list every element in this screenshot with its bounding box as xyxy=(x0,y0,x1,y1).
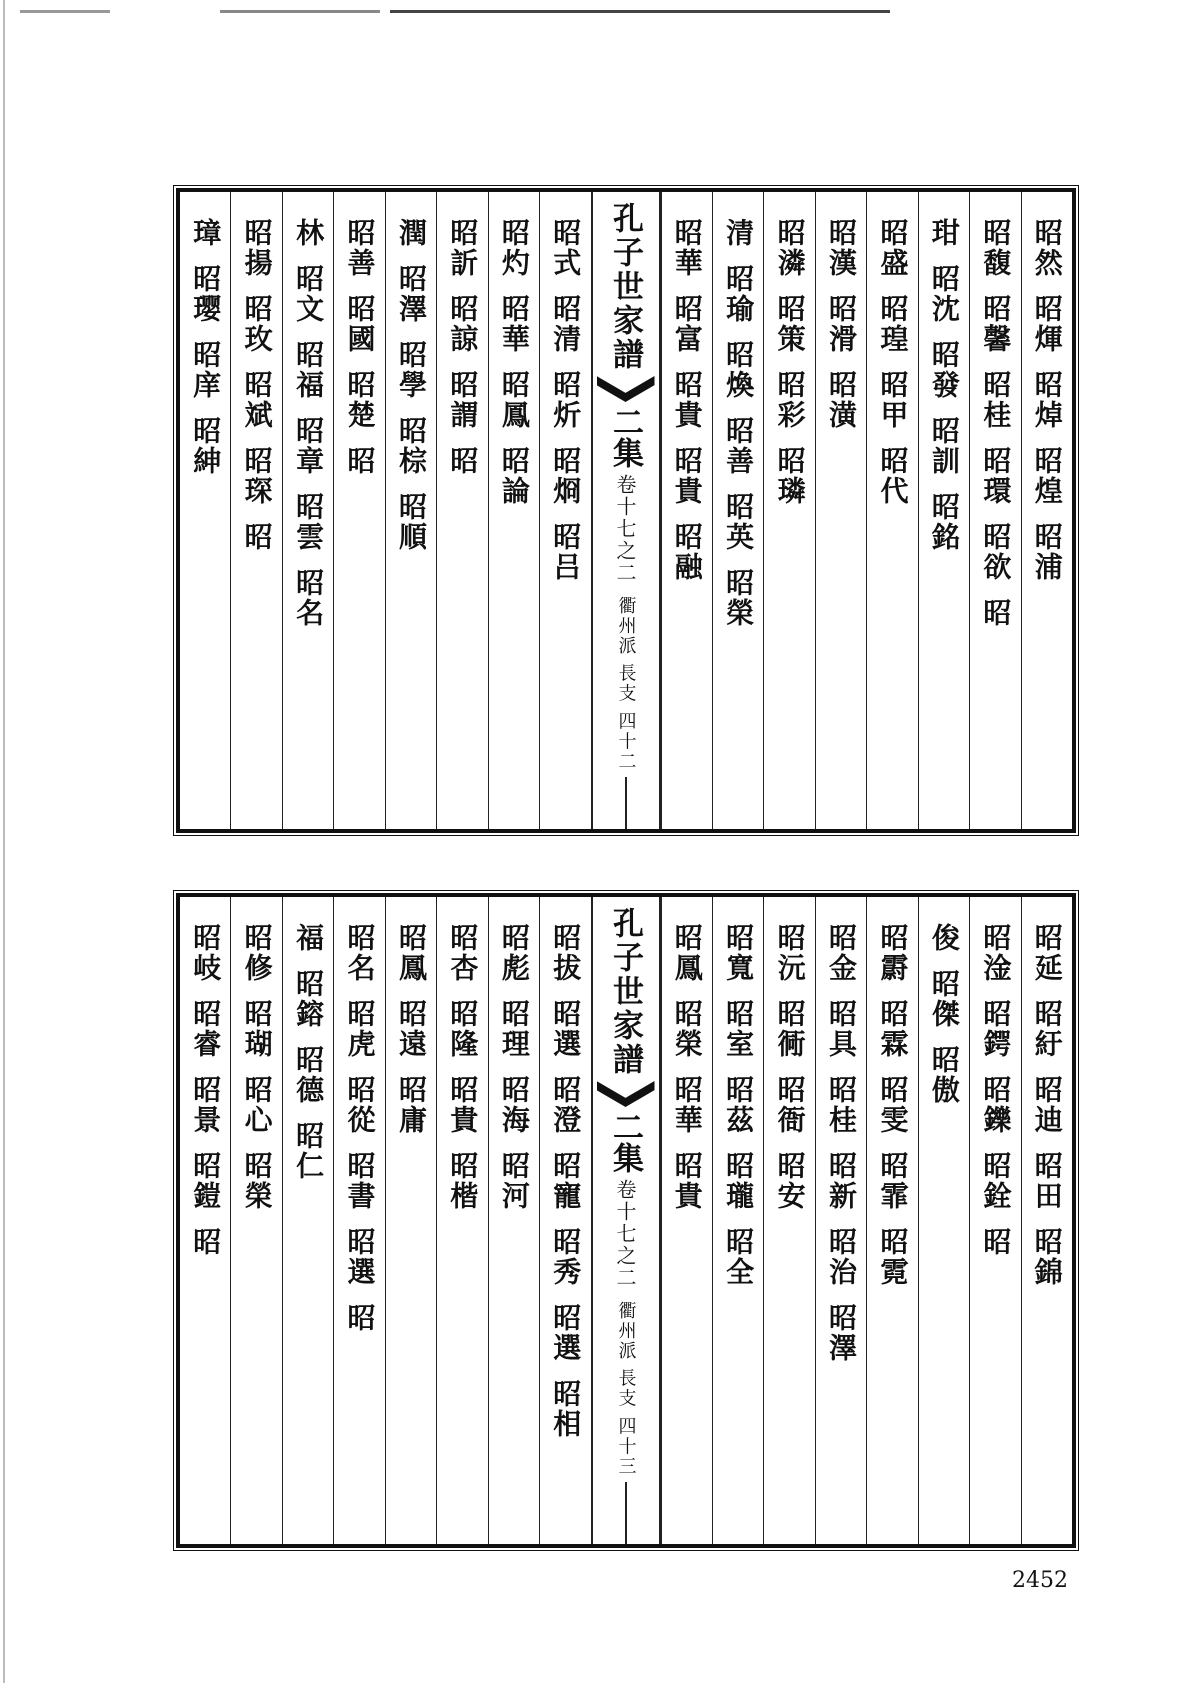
name-entry: 昭福 xyxy=(292,340,326,400)
name-entry: 昭紳 xyxy=(189,416,223,476)
name-entry: 昭吕 xyxy=(549,522,583,582)
name-entry: 昭名 xyxy=(343,923,377,983)
name-entry: 昭善 xyxy=(722,416,756,476)
name-entry: 昭滑 xyxy=(825,294,859,354)
entry-column xyxy=(183,923,227,1544)
section-label: 卷十七之二 xyxy=(613,1179,637,1289)
name-entry: 昭心 xyxy=(240,1075,274,1135)
name-entry: 昭杏 xyxy=(446,923,480,983)
branch-label: 衢州派 長支 四十二 xyxy=(615,596,637,772)
name-entry: 昭榮 xyxy=(722,568,756,628)
name-entry: 昭馥 xyxy=(979,218,1013,278)
name-entry: 昭發 xyxy=(927,340,961,400)
name-entry: 昭琛 xyxy=(240,446,274,506)
entry-column xyxy=(819,218,863,829)
name-entry: 昭霓 xyxy=(876,1227,910,1287)
name-entry: 昭相 xyxy=(549,1379,583,1439)
name-entry: 昭欲 xyxy=(979,522,1013,582)
book-title: 孔子世家譜 xyxy=(607,202,643,372)
name-entry: 昭環 xyxy=(979,446,1013,506)
entry-column xyxy=(389,218,433,829)
name-entry: 昭貴 xyxy=(446,1075,480,1135)
name-entry: 昭沅 xyxy=(773,923,807,983)
name-entry: 昭甲 xyxy=(876,370,910,430)
name-entry: 昭從 xyxy=(343,1075,377,1135)
name-entry: 昭仁 xyxy=(292,1121,326,1181)
name-entry: 清 xyxy=(722,218,756,248)
name-entry: 昭沈 xyxy=(927,264,961,324)
branch-label: 衢州派 長支 四十三 xyxy=(615,1301,637,1477)
entry-column xyxy=(492,218,536,829)
name-entry: 昭 xyxy=(979,1227,1013,1257)
entry-column xyxy=(440,218,484,829)
name-entry: 昭 xyxy=(446,446,480,476)
name-entry: 昭璘 xyxy=(773,446,807,506)
name-entry: 昭盛 xyxy=(876,218,910,278)
name-entry: 昭謂 xyxy=(446,370,480,430)
name-entry: 林 xyxy=(292,218,326,248)
name-entry: 昭章 xyxy=(292,416,326,476)
name-entry: 昭澤 xyxy=(394,264,428,324)
name-entry: 昭衕 xyxy=(773,999,807,1059)
name-entry: 昭寵 xyxy=(549,1151,583,1211)
volume-label: 二集 xyxy=(607,1111,643,1173)
name-entry: 昭岐 xyxy=(189,923,223,983)
name-entry: 昭 xyxy=(343,446,377,476)
name-entry: 昭國 xyxy=(343,294,377,354)
entry-column xyxy=(235,218,279,829)
name-entry: 昭霨 xyxy=(876,923,910,983)
name-entry: 昭瑚 xyxy=(240,999,274,1059)
name-entry: 昭斌 xyxy=(240,370,274,430)
name-entry: 昭虎 xyxy=(343,999,377,1059)
name-entry: 昭華 xyxy=(497,294,531,354)
name-entry: 昭鑠 xyxy=(979,1075,1013,1135)
page-edge xyxy=(3,0,5,1683)
name-entry: 昭桂 xyxy=(825,1075,859,1135)
entry-column xyxy=(716,923,760,1544)
name-entry: 昭瓏 xyxy=(722,1151,756,1211)
genealogy-panel-bottom xyxy=(176,893,1076,1548)
name-entry: 昭灼 xyxy=(497,218,531,278)
entry-column xyxy=(492,923,536,1544)
name-entry: 昭景 xyxy=(189,1075,223,1135)
name-entry: 昭鍔 xyxy=(979,999,1013,1059)
entry-column xyxy=(665,923,709,1544)
name-entry: 昭庸 xyxy=(394,1075,428,1135)
name-entry: 昭具 xyxy=(825,999,859,1059)
name-entry: 昭瑜 xyxy=(722,264,756,324)
name-entry: 昭書 xyxy=(343,1151,377,1211)
name-entry: 昭楚 xyxy=(343,370,377,430)
name-entry: 昭揚 xyxy=(240,218,274,278)
name-entry: 昭傑 xyxy=(927,969,961,1029)
entry-column xyxy=(440,923,484,1544)
center-title-column xyxy=(591,192,661,829)
name-entry: 昭迪 xyxy=(1030,1075,1064,1135)
name-entry: 昭融 xyxy=(670,522,704,582)
name-entry: 昭田 xyxy=(1030,1151,1064,1211)
name-entry: 昭澄 xyxy=(549,1075,583,1135)
name-entry: 昭選 xyxy=(549,1303,583,1363)
name-entry: 昭銘 xyxy=(927,492,961,552)
entry-column xyxy=(543,923,587,1544)
name-entry: 昭瑝 xyxy=(876,294,910,354)
genealogy-panel-top xyxy=(176,188,1076,833)
name-entry: 昭雯 xyxy=(876,1075,910,1135)
name-entry: 昭 xyxy=(343,1303,377,1333)
name-entry: 璋 xyxy=(189,218,223,248)
name-entry: 昭式 xyxy=(549,218,583,278)
name-entry: 昭然 xyxy=(1030,218,1064,278)
name-entry: 昭修 xyxy=(240,923,274,983)
name-entry: 昭寬 xyxy=(722,923,756,983)
name-entry: 昭英 xyxy=(722,492,756,552)
center-rule xyxy=(625,1482,627,1544)
volume-label: 二集 xyxy=(607,406,643,468)
name-entry: 昭庠 xyxy=(189,340,223,400)
entry-column xyxy=(768,923,812,1544)
center-rule xyxy=(625,777,627,829)
name-entry: 昭馨 xyxy=(979,294,1013,354)
name-entry: 昭室 xyxy=(722,999,756,1059)
name-entry: 昭炘 xyxy=(549,370,583,430)
name-entry: 昭代 xyxy=(876,446,910,506)
entry-column xyxy=(870,218,914,829)
name-entry: 昭煥 xyxy=(722,340,756,400)
entry-column xyxy=(870,923,914,1544)
name-entry: 昭紆 xyxy=(1030,999,1064,1059)
name-entry: 昭潢 xyxy=(825,370,859,430)
name-entry: 昭錦 xyxy=(1030,1227,1064,1287)
name-entry: 昭訢 xyxy=(446,218,480,278)
name-entry: 昭烱 xyxy=(549,446,583,506)
name-entry: 昭桂 xyxy=(979,370,1013,430)
entry-column xyxy=(973,218,1017,829)
name-entry: 昭華 xyxy=(670,218,704,278)
name-entry: 昭選 xyxy=(549,999,583,1059)
name-entry: 昭鎧 xyxy=(189,1151,223,1211)
name-entry: 昭名 xyxy=(292,568,326,628)
book-title: 孔子世家譜 xyxy=(607,907,643,1077)
name-entry: 昭潾 xyxy=(773,218,807,278)
name-entry: 昭彩 xyxy=(773,370,807,430)
name-entry: 福 xyxy=(292,923,326,953)
name-entry: 昭鳳 xyxy=(497,370,531,430)
name-entry: 昭 xyxy=(189,1227,223,1257)
name-entry: 昭訓 xyxy=(927,416,961,476)
center-title-column xyxy=(591,897,661,1544)
name-entry: 昭鳳 xyxy=(670,923,704,983)
name-entry: 昭策 xyxy=(773,294,807,354)
name-entry: 昭隆 xyxy=(446,999,480,1059)
name-entry: 昭焯 xyxy=(1030,370,1064,430)
name-entry: 昭煌 xyxy=(1030,446,1064,506)
name-entry: 昭新 xyxy=(825,1151,859,1211)
page-number: 2452 xyxy=(1012,1568,1068,1593)
entry-column xyxy=(235,923,279,1544)
name-entry: 昭全 xyxy=(722,1227,756,1287)
name-entry: 昭秀 xyxy=(549,1227,583,1287)
name-entry: 昭雲 xyxy=(292,492,326,552)
name-entry: 昭 xyxy=(240,522,274,552)
fishtail-ornament xyxy=(597,376,655,402)
name-entry: 昭華 xyxy=(670,1075,704,1135)
entry-column xyxy=(1025,923,1069,1544)
name-entry: 昭河 xyxy=(497,1151,531,1211)
name-entry: 昭霏 xyxy=(876,1151,910,1211)
entry-column xyxy=(768,218,812,829)
name-entry: 昭貴 xyxy=(670,370,704,430)
entry-column xyxy=(819,923,863,1544)
name-entry: 昭遠 xyxy=(394,999,428,1059)
name-entry: 昭諒 xyxy=(446,294,480,354)
name-entry: 昭鎔 xyxy=(292,969,326,1029)
entry-column xyxy=(973,923,1017,1544)
name-entry: 昭澤 xyxy=(825,1303,859,1363)
name-entry: 昭學 xyxy=(394,340,428,400)
name-entry: 昭榮 xyxy=(240,1151,274,1211)
entry-column xyxy=(922,218,966,829)
name-entry: 昭選 xyxy=(343,1227,377,1287)
name-entry: 昭煇 xyxy=(1030,294,1064,354)
name-entry: 昭衙 xyxy=(773,1075,807,1135)
name-entry: 昭善 xyxy=(343,218,377,278)
name-entry: 昭金 xyxy=(825,923,859,983)
name-entry: 玵 xyxy=(927,218,961,248)
fishtail-ornament xyxy=(597,1081,655,1107)
name-entry: 昭順 xyxy=(394,492,428,552)
entry-column xyxy=(183,218,227,829)
name-entry: 潤 xyxy=(394,218,428,248)
name-entry: 俊 xyxy=(927,923,961,953)
entry-column xyxy=(286,923,330,1544)
name-entry: 昭璎 xyxy=(189,264,223,324)
name-entry: 昭浦 xyxy=(1030,522,1064,582)
entry-column xyxy=(665,218,709,829)
name-entry: 昭 xyxy=(979,598,1013,628)
name-entry: 昭玫 xyxy=(240,294,274,354)
name-entry: 昭貴 xyxy=(670,446,704,506)
name-entry: 昭榮 xyxy=(670,999,704,1059)
name-entry: 昭睿 xyxy=(189,999,223,1059)
entry-column xyxy=(543,218,587,829)
name-entry: 昭銓 xyxy=(979,1151,1013,1211)
name-entry: 昭漢 xyxy=(825,218,859,278)
entry-column xyxy=(389,923,433,1544)
entry-column xyxy=(286,218,330,829)
name-entry: 昭霖 xyxy=(876,999,910,1059)
name-entry: 昭文 xyxy=(292,264,326,324)
name-entry: 昭德 xyxy=(292,1045,326,1105)
name-entry: 昭楷 xyxy=(446,1151,480,1211)
name-entry: 昭清 xyxy=(549,294,583,354)
name-entry: 昭傲 xyxy=(927,1045,961,1105)
top-edge-mark xyxy=(20,8,940,18)
name-entry: 昭治 xyxy=(825,1227,859,1287)
name-entry: 昭海 xyxy=(497,1075,531,1135)
entry-column xyxy=(338,218,382,829)
entry-column xyxy=(1025,218,1069,829)
name-entry: 昭淦 xyxy=(979,923,1013,983)
name-entry: 昭富 xyxy=(670,294,704,354)
entry-column xyxy=(716,218,760,829)
section-label: 卷十七之二 xyxy=(613,474,637,584)
entry-column xyxy=(338,923,382,1544)
name-entry: 昭拔 xyxy=(549,923,583,983)
name-entry: 昭貴 xyxy=(670,1151,704,1211)
name-entry: 昭理 xyxy=(497,999,531,1059)
name-entry: 昭論 xyxy=(497,446,531,506)
name-entry: 昭棕 xyxy=(394,416,428,476)
name-entry: 昭鳳 xyxy=(394,923,428,983)
name-entry: 昭彪 xyxy=(497,923,531,983)
name-entry: 昭延 xyxy=(1030,923,1064,983)
name-entry: 昭安 xyxy=(773,1151,807,1211)
entry-column xyxy=(922,923,966,1544)
name-entry: 昭茲 xyxy=(722,1075,756,1135)
